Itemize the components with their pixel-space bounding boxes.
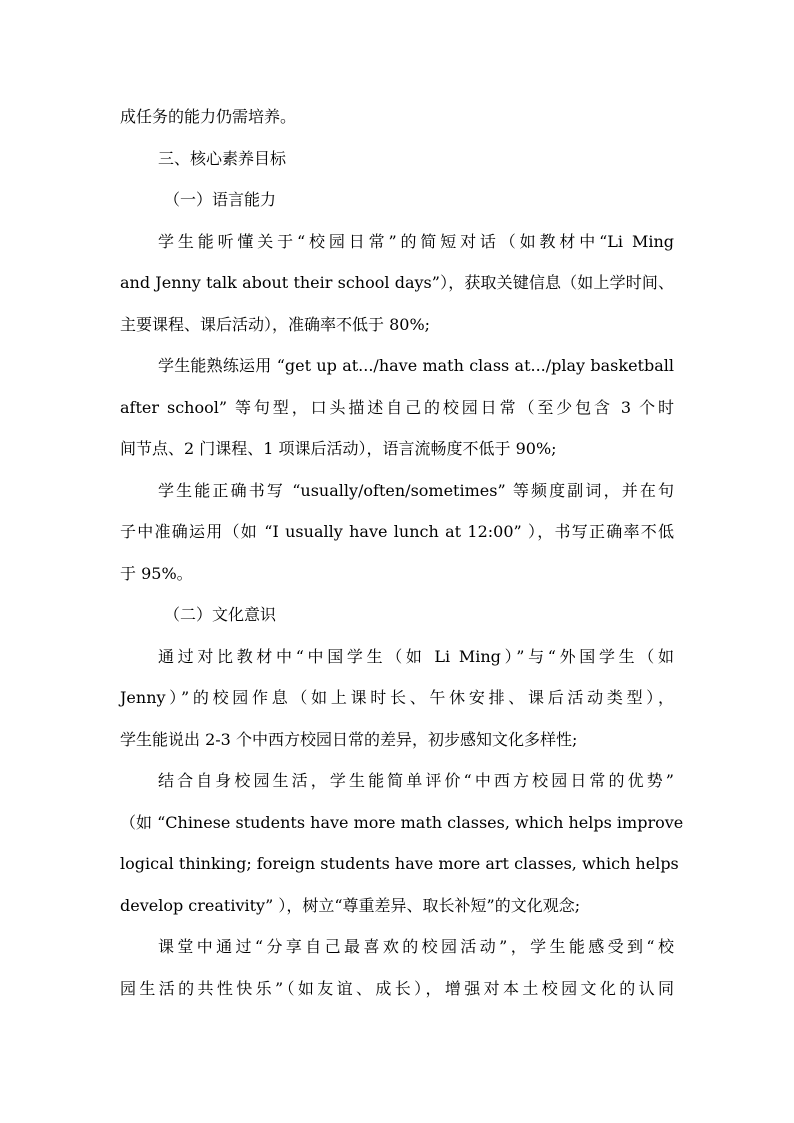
- text-line: 子中准确运用（如 “I usually have lunch at 12:00” ），书写正确率不低: [120, 522, 674, 541]
- body-text: [120, 96, 684, 1009]
- text-line: 间节点、2 门课程、1 项课后活动），语言流畅度不低于 90%;: [120, 439, 557, 458]
- text-line: 通过对比教材中“中国学生（如 Li Ming）”与“外国学生（如: [158, 646, 674, 666]
- text-line: develop creativity” ），树立“尊重差异、取长补短”的文化观念;: [120, 895, 581, 915]
- text-line: 结合自身校园生活，学生能简单评价“中西方校园日常的优势”: [158, 771, 674, 790]
- subsection-heading-language: （一）语言能力: [164, 190, 277, 209]
- text-line: and Jenny talk about their school days”），获取关键信息（如上学时间、: [120, 273, 674, 292]
- text-line: 学生能说出 2-3 个中西方校园日常的差异，初步感知文化多样性;: [120, 729, 578, 749]
- paragraph-continuation: 成任务的能力仍需培养。: [120, 107, 297, 126]
- text-line: 主要课程、课后活动），准确率不低于 80%;: [120, 314, 431, 334]
- text-line: 于 95%。: [120, 563, 193, 583]
- text-line: 学生能熟练运用 “get up at.../have math class at.../play basketball: [158, 356, 674, 375]
- section-heading: 三、核心素养目标: [158, 148, 287, 168]
- text-line: 学生能听懂关于“校园日常”的简短对话（如教材中“Li Ming: [158, 231, 674, 251]
- text-line: 课堂中通过“分享自己最喜欢的校园活动”，学生能感受到“校: [158, 937, 674, 956]
- text-line: 园生活的共性快乐”（如友谊、成长），增强对本土校园文化的认同: [120, 978, 674, 998]
- text-line: logical thinking; foreign students have more art classes, which helps: [120, 854, 679, 873]
- text-line: 学生能正确书写 “usually/often/sometimes” 等频度副词，并在句: [158, 480, 674, 500]
- subsection-heading-culture: （二）文化意识: [164, 605, 277, 624]
- text-line: after school” 等句型，口头描述自己的校园日常（至少包含 3 个时: [120, 397, 674, 417]
- text-line: Jenny）”的校园作息（如上课时长、午休安排、课后活动类型），: [120, 688, 674, 707]
- text-line: （如 “Chinese students have more math classes, which helps improve: [120, 812, 684, 832]
